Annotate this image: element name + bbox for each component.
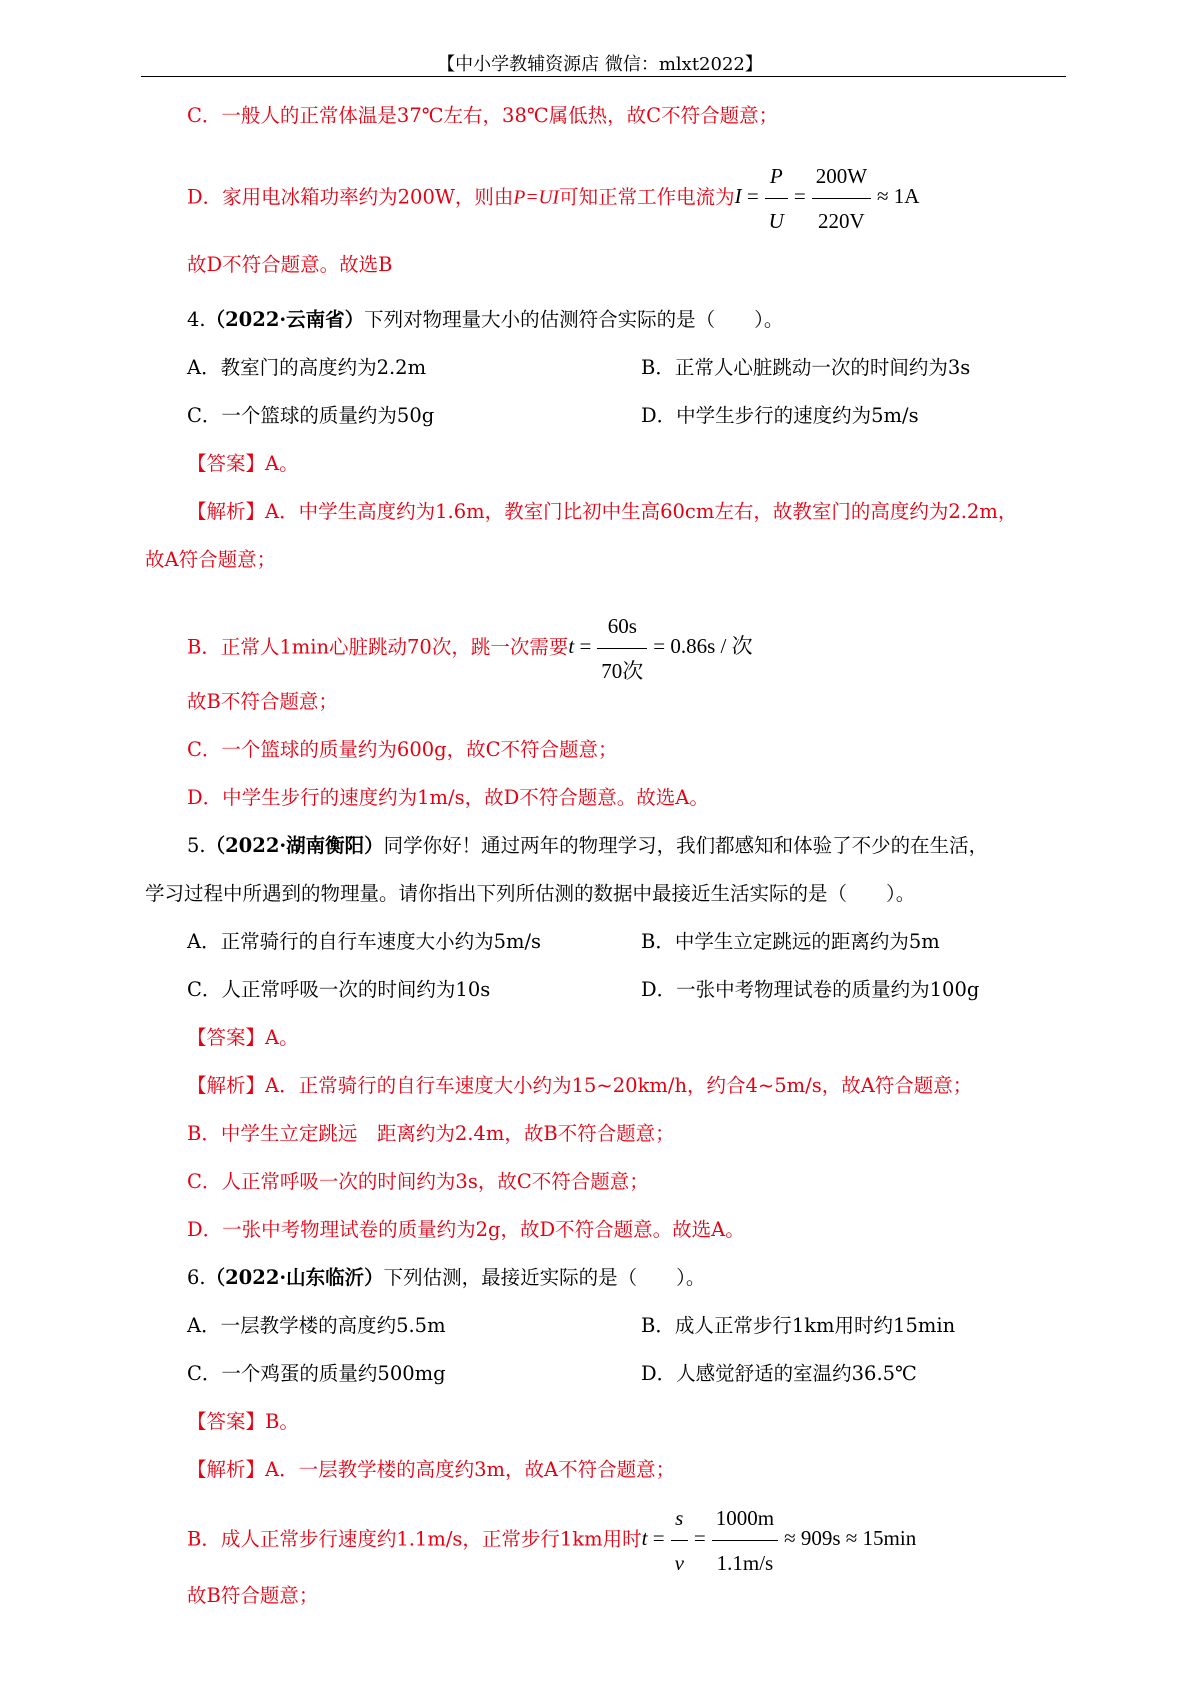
q4-explanation-c: C．一个篮球的质量约为600g，故C不符合题意； — [187, 738, 618, 761]
q4-option-d: D．中学生步行的速度约为5m/s — [641, 404, 919, 427]
q5-option-b: B．中学生立定跳远的距离约为5m — [641, 930, 940, 953]
question-5-cont: 学习过程中所遇到的物理量。请你指出下列所估测的数据中最接近生活实际的是（ ）。 — [145, 882, 916, 905]
walking-result: ≈ 909s ≈ 15min — [784, 1526, 917, 1551]
q5-explanation-b: B．中学生立定跳远 距离约为2.4m，故B不符合题意； — [187, 1122, 675, 1145]
question-5 — [187, 833, 988, 859]
q6-option-c: C．一个鸡蛋的质量约500mg — [187, 1362, 446, 1385]
question-text: 同学你好！通过两年的物理学习，我们都感知和体验了不少的在生活， — [383, 834, 989, 857]
explanation-text: A．中学生高度约为1.6m，教室门比初中生高60cm左右，故教室门的高度约为2.2m， — [265, 500, 1018, 523]
q4-explanation-b — [187, 606, 753, 691]
question-source: （2022·云南省） — [205, 308, 365, 331]
frac-num: 200W — [812, 156, 871, 199]
q5-explanation-d: D．一张中考物理试卷的质量约为2g，故D不符合题意。故选A。 — [187, 1218, 745, 1241]
q4-option-b: B．正常人心脏跳动一次的时间约为3s — [641, 356, 971, 379]
explanation-text: A．一层教学楼的高度约3m，故A不符合题意； — [265, 1458, 676, 1481]
explanation-label: 【解析】 — [187, 1458, 266, 1481]
question-source: （2022·山东临沂） — [205, 1266, 384, 1289]
fridge-formula: I = $\frac{P}{U}$ = $\frac{200W}{220V}$ ≈ 1A — [735, 184, 920, 208]
frac-den: 1.1m/s — [716, 1551, 774, 1575]
q4-explanation-d: D．中学生步行的速度约为1m/s，故D不符合题意。故选A。 — [187, 786, 709, 809]
q4-option-a: A．教室门的高度约为2.2m — [187, 356, 427, 379]
question-number: 6. — [187, 1266, 206, 1289]
q4-explanation-a-cont: 故A符合题意； — [145, 548, 277, 571]
frac-num: 1000m — [712, 1498, 778, 1541]
fridge-text2: 可知正常工作电流为 — [559, 185, 735, 209]
frac-1000m-1.1 — [712, 1498, 778, 1583]
explanation-text: A．正常骑行的自行车速度大小约为15~20km/h，约合4~5m/s，故A符合题意； — [265, 1074, 973, 1097]
explanation-label: 【解析】 — [187, 500, 266, 523]
frac-den: 70次 — [601, 659, 644, 683]
heartbeat-result: = 0.86s / 次 — [653, 634, 753, 659]
q5-option-d: D．一张中考物理试卷的质量约为100g — [641, 978, 980, 1001]
question-number: 5. — [187, 834, 206, 857]
header-divider — [141, 76, 1066, 77]
q6-option-a: A．一层教学楼的高度约5.5m — [187, 1314, 446, 1337]
q5-option-c: C．人正常呼吸一次的时间约为10s — [187, 978, 491, 1001]
q4-answer: 【答案】A。 — [187, 452, 299, 475]
question-text: 下列对物理量大小的估测符合实际的是（ ）。 — [364, 308, 784, 331]
fridge-result: ≈ 1A — [877, 184, 920, 209]
frac-60s-70 — [597, 606, 647, 691]
q5-answer: 【答案】A。 — [187, 1026, 299, 1049]
var-t: t — [641, 1526, 648, 1551]
heartbeat-formula: t = $\frac{60s}{\text{70次}}$ = 0.86s / 次 — [568, 634, 752, 658]
q6-explanation-a — [187, 1457, 675, 1483]
question-number: 4. — [187, 308, 206, 331]
q6-explanation-b-cont: 故B符合题意； — [187, 1584, 319, 1607]
explanation-text: B．正常人1min心脏跳动70次，跳一次需要 — [187, 635, 569, 659]
explanation-text: B．成人正常步行速度约1.1m/s，正常步行1km用时 — [187, 1527, 642, 1551]
question-text: 下列估测，最接近实际的是（ ）。 — [383, 1266, 706, 1289]
question-4 — [187, 307, 783, 333]
q6-option-d: D．人感觉舒适的室温约36.5℃ — [641, 1362, 917, 1385]
formula-pui: P=UI — [513, 187, 560, 209]
var-t: t — [568, 634, 575, 659]
frac-p-u — [765, 156, 788, 241]
line-choose-b: 故D不符合题意。故选B — [187, 253, 393, 276]
page-header: 【中小学教辅资源店 微信：mlxt2022】 — [437, 54, 763, 75]
frac-den: v — [674, 1551, 684, 1575]
frac-num: s — [671, 1498, 688, 1541]
explanation-label: 【解析】 — [187, 1074, 266, 1097]
q6-option-b: B．成人正常步行1km用时约15min — [641, 1314, 956, 1337]
frac-den: U — [768, 209, 784, 233]
q6-explanation-b — [187, 1498, 916, 1583]
frac-num: P — [765, 156, 788, 199]
q4-explanation-b-cont: 故B不符合题意； — [187, 690, 338, 713]
question-source: （2022·湖南衡阳） — [205, 834, 384, 857]
line-d-fridge — [187, 156, 919, 241]
q5-explanation-a — [187, 1073, 972, 1099]
var-i: I — [734, 184, 742, 209]
fridge-text: D．家用电冰箱功率约为200W，则由 — [187, 185, 514, 209]
q6-answer: 【答案】B。 — [187, 1410, 299, 1433]
q4-option-c: C．一个篮球的质量约为50g — [187, 404, 435, 427]
q4-explanation-a — [187, 499, 1017, 525]
frac-200w-220v — [812, 156, 871, 241]
q5-explanation-c: C．人正常呼吸一次的时间约为3s，故C不符合题意； — [187, 1170, 649, 1193]
frac-den: 220V — [818, 209, 865, 233]
frac-num: 60s — [597, 606, 647, 649]
walking-formula: t = $\frac{s}{v}$ = $\frac{1000m}{1.1m/s}$ ≈ 909s ≈ 15min — [642, 1526, 917, 1550]
frac-s-v — [671, 1498, 688, 1583]
q5-option-a: A．正常骑行的自行车速度大小约为5m/s — [187, 930, 542, 953]
line-c-temperature: C．一般人的正常体温是37℃左右，38℃属低热，故C不符合题意； — [187, 104, 779, 127]
question-6 — [187, 1265, 705, 1291]
